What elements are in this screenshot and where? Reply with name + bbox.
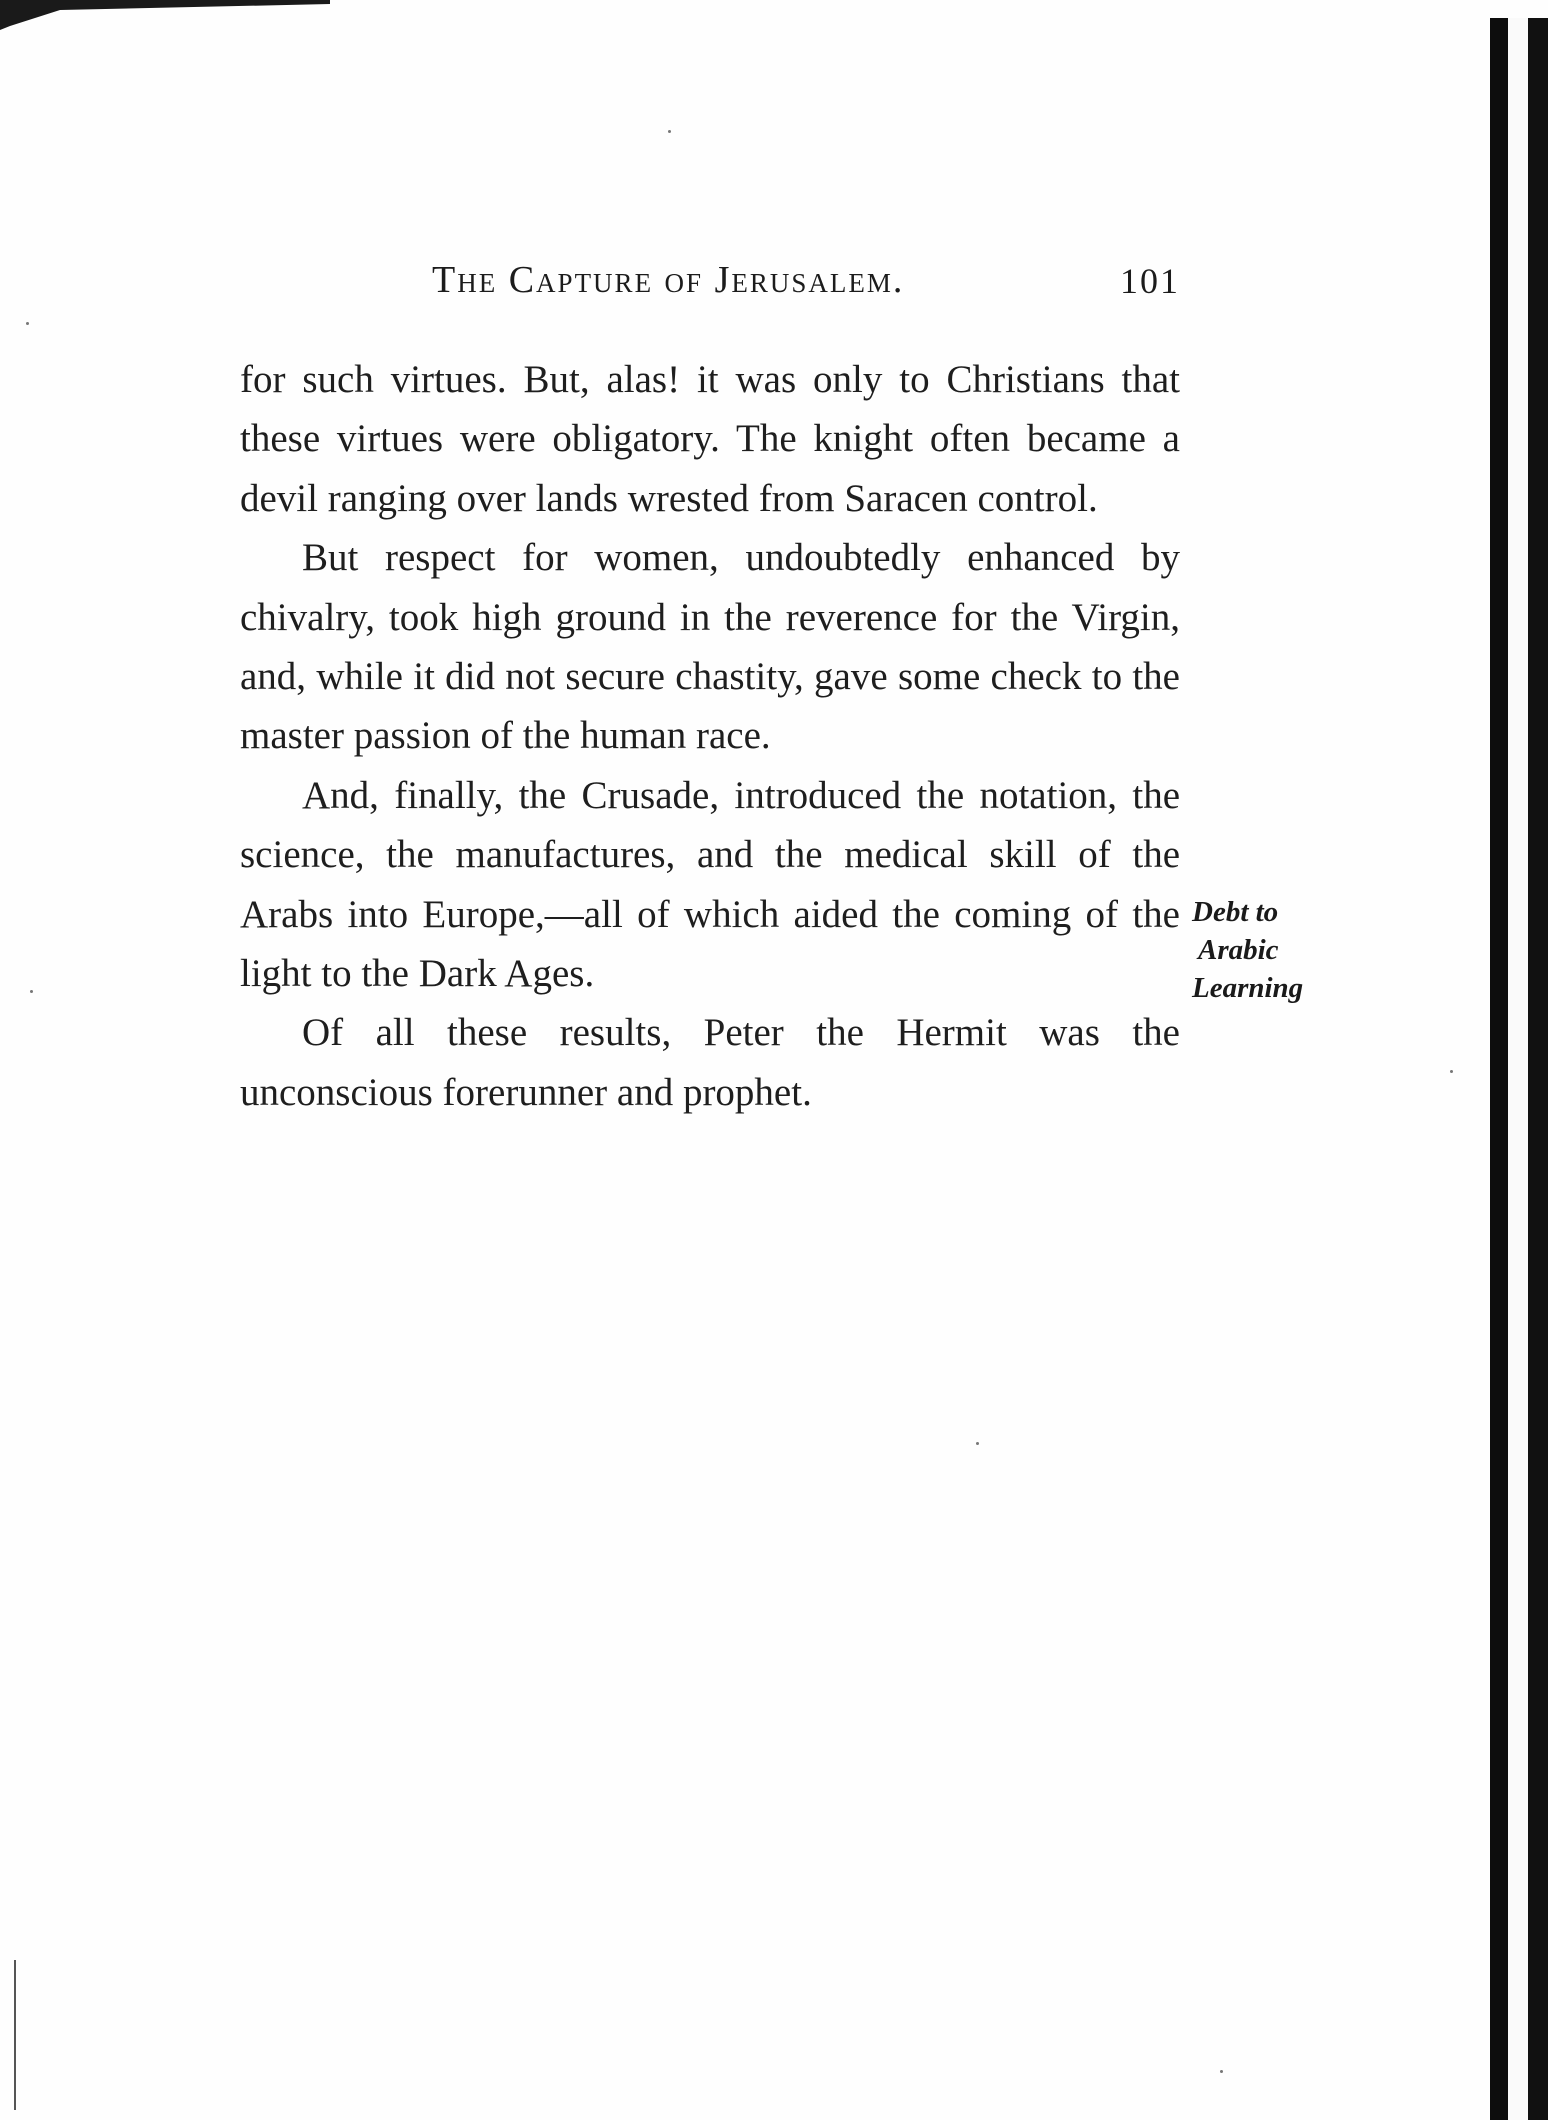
paragraph-3: And, finally, the Crusade, introduced the notation, the science, the manufactures, and the medical skill of the Arabs into Europe,—all of which aided the coming of the light to the Dark Ages. [240, 773, 1180, 996]
scan-edge-bar [1490, 18, 1508, 2120]
marginal-note [1192, 893, 1352, 1007]
scan-edge-bar-outer [1528, 18, 1548, 2120]
marginal-note-line-1: Debt to [1192, 896, 1279, 928]
scan-edge-gap [1508, 18, 1528, 2120]
body-text [240, 350, 1180, 1122]
marginal-note-line-2: Arabic [1198, 934, 1279, 966]
scan-speck [30, 990, 33, 993]
paragraph-1: for such virtues. But, alas! it was only to Christians that these virtues were obligatory. The knight often became a devil ranging over lands wrested from Saracen control. [240, 358, 1180, 520]
page-number: 101 [1120, 261, 1180, 301]
running-title: The Capture of Jerusalem. [432, 259, 905, 301]
scan-speck [976, 1442, 979, 1445]
scan-artifact-left [14, 1960, 16, 2110]
scan-speck [1450, 1070, 1453, 1073]
scan-speck [26, 322, 29, 325]
paragraph-4: Of all these results, Peter the Hermit was the unconscious forerunner and prophet. [240, 1011, 1180, 1114]
scan-speck [1220, 2070, 1223, 2073]
paragraph-2: But respect for women, undoubtedly enhanced by chivalry, took high ground in the reverence for the Virgin, and, while it did not secure chastity, gave some check to the master passion of the human race. [240, 536, 1180, 758]
scan-speck [668, 130, 671, 133]
marginal-note-line-3: Learning [1192, 972, 1304, 1004]
scan-artifact-top [0, 0, 330, 30]
running-head [240, 258, 1180, 308]
